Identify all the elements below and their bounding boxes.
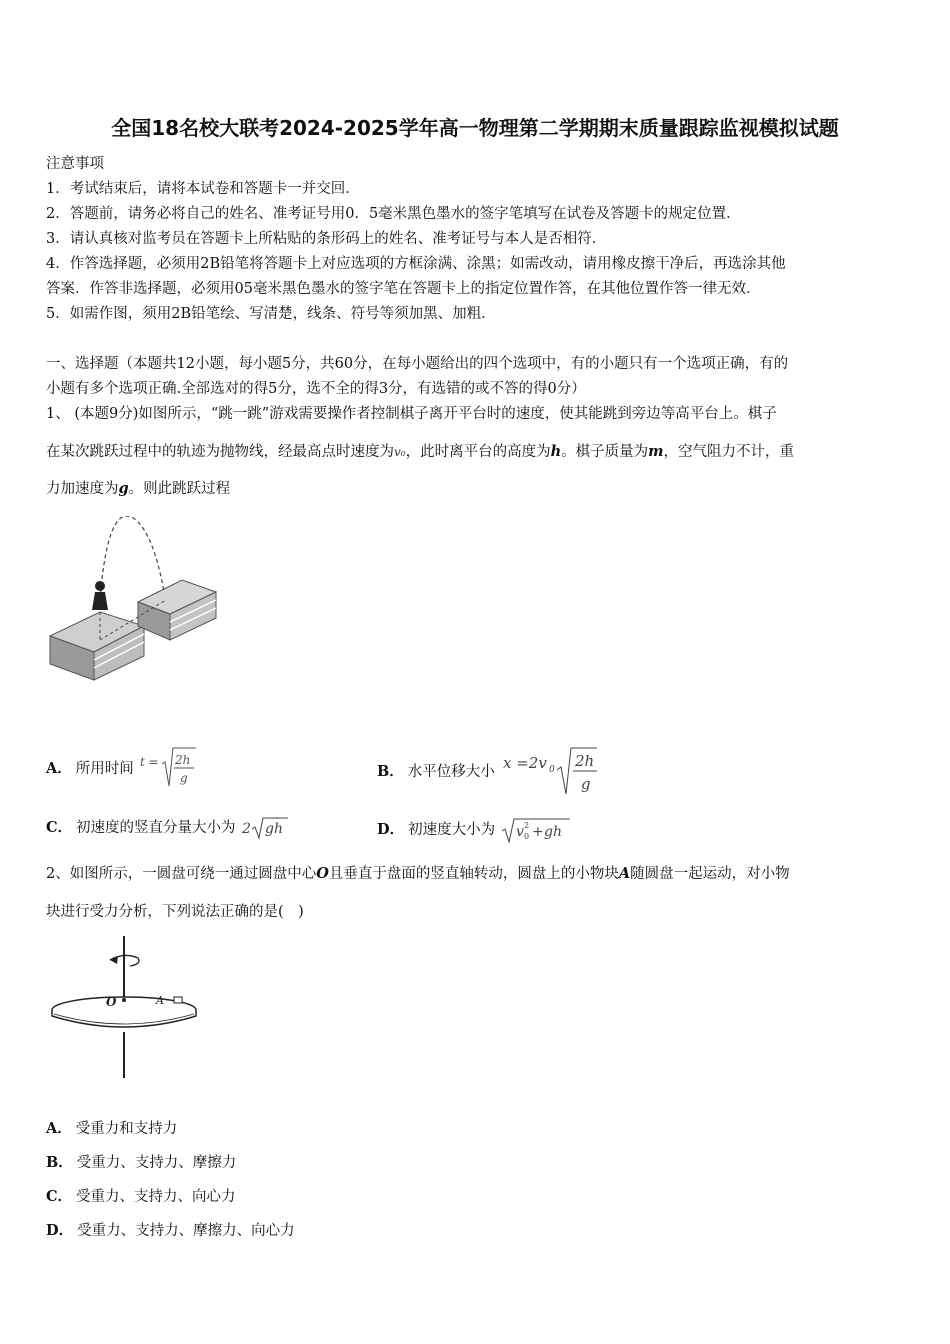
- notice-item: 3．请认真核对监考员在答题卡上所粘贴的条形码上的姓名、准考证号与本人是否相符．: [46, 231, 607, 247]
- q2-text: 且垂直于盘面的竖直轴转动，圆盘上的小物块: [328, 866, 619, 882]
- formula-c: [240, 816, 290, 840]
- option-label: C．: [46, 819, 73, 836]
- option-text: 受重力和支持力: [75, 1121, 178, 1137]
- svg-text:0: 0: [549, 765, 556, 775]
- svg-text:+: +: [531, 824, 544, 840]
- svg-text:x =2v: x =2v: [503, 754, 548, 772]
- option-text: 初速度大小为: [408, 822, 496, 838]
- option-label: D．: [46, 1222, 74, 1239]
- notice-item: 4．作答选择题，必须用2B铅笔将答题卡上对应选项的方框涂满、涂黑；如需改动，请用橡皮擦干净后，再选涂其他: [46, 256, 786, 272]
- q2-stem-line: 块进行受力分析，下列说法正确的是( ): [46, 904, 304, 920]
- q1-text: 力加速度为: [46, 481, 119, 497]
- q1-text: ，空气阻力不计，重: [663, 444, 794, 460]
- option-label: A．: [46, 1120, 72, 1137]
- q1-stem-line: [46, 440, 794, 461]
- q1-v0: v₀: [394, 445, 406, 459]
- svg-text:g: g: [581, 775, 591, 793]
- svg-text:gh: gh: [265, 821, 284, 837]
- q2-text: 2、如图所示，一圆盘可绕一通过圆盘中心: [46, 866, 317, 882]
- section-instructions: 小题有多个选项正确.全部选对的得5分，选不全的得3分，有选错的或不答的得0分）: [46, 381, 586, 397]
- svg-text:2: 2: [523, 821, 529, 830]
- q1-text: 在某次跳跃过程中的轨迹为抛物线，经最高点时速度为: [46, 444, 394, 460]
- q1-stem-line: 1、 (本题9分)如图所示，“跳一跳”游戏需要操作者控制棋子离开平台时的速度，使其能跳到旁边等高平台上。棋子: [46, 406, 777, 422]
- option-label: C．: [46, 1188, 73, 1205]
- svg-text:2: 2: [242, 821, 252, 837]
- option-text: 所用时间: [75, 761, 134, 777]
- q1-g: g: [118, 480, 129, 497]
- q1-option-d[interactable]: [377, 816, 572, 844]
- svg-text:2h: 2h: [175, 753, 191, 767]
- q2-stem-line: [46, 862, 790, 883]
- notice-item: 1．考试结束后，请将本试卷和答题卡一并交回．: [46, 181, 360, 197]
- q2-option-c[interactable]: [46, 1185, 236, 1206]
- svg-text:2h: 2h: [575, 752, 595, 770]
- figure-label-o: O: [106, 995, 117, 1009]
- q2-o: O: [316, 865, 329, 882]
- q1-m: m: [648, 443, 664, 460]
- option-text: 初速度的竖直分量大小为: [76, 820, 236, 836]
- formula-a: [140, 744, 200, 794]
- option-label: B．: [46, 1154, 73, 1171]
- q1-option-a[interactable]: [46, 744, 200, 794]
- option-text: 受重力、支持力、摩擦力: [76, 1155, 237, 1171]
- notice-item: 5．如需作图，须用2B铅笔绘、写清楚，线条、符号等须加黑、加粗．: [46, 306, 496, 322]
- formula-b: [501, 744, 601, 800]
- svg-text:0: 0: [523, 832, 529, 841]
- q2-option-d[interactable]: [46, 1219, 295, 1240]
- jump-game-figure: [46, 516, 226, 690]
- option-text: 受重力、支持力、向心力: [76, 1189, 236, 1205]
- notice-item: 2．答题前，请务必将自己的姓名、准考证号用0．5毫米黑色墨水的签字笔填写在试卷及答题卡的规定位置．: [46, 206, 741, 222]
- option-label: D．: [377, 821, 405, 838]
- q1-text: 。棋子质量为: [561, 444, 649, 460]
- option-text: 受重力、支持力、摩擦力、向心力: [77, 1223, 295, 1239]
- q2-a: A: [618, 865, 631, 882]
- svg-text:v: v: [515, 824, 524, 840]
- page-title: 全国18名校大联考2024-2025学年高一物理第二学期期末质量跟踪监视模拟试题: [111, 116, 839, 140]
- option-label: B．: [377, 763, 404, 780]
- q1-option-b[interactable]: [377, 744, 601, 800]
- rotating-disk-figure: [46, 934, 216, 1080]
- svg-text:gh: gh: [543, 824, 562, 840]
- figure-label-a: A: [156, 994, 164, 1007]
- q2-option-a[interactable]: [46, 1117, 177, 1138]
- formula-d: [500, 816, 572, 844]
- q2-text: 随圆盘一起运动，对小物: [630, 866, 790, 882]
- q2-option-b[interactable]: [46, 1151, 236, 1172]
- notice-heading: 注意事项: [46, 156, 104, 172]
- option-text: 水平位移大小: [407, 764, 495, 780]
- option-label: A．: [46, 760, 72, 777]
- section-instructions: 一、选择题（本题共12小题，每小题5分，共60分，在每小题给出的四个选项中，有的小题只有一个选项正确，有的: [46, 356, 789, 372]
- q1-text: 。则此跳跃过程: [128, 481, 231, 497]
- q1-text: ，此时离平台的高度为: [405, 444, 551, 460]
- svg-text:t =: t =: [140, 755, 160, 769]
- notice-item: 答案．作答非选择题，必须用05毫米黑色墨水的签字笔在答题卡上的指定位置作答，在其他位置作答一律无效．: [46, 281, 761, 297]
- svg-text:g: g: [180, 771, 189, 785]
- q1-h: h: [550, 443, 562, 460]
- q1-option-c[interactable]: [46, 816, 290, 840]
- q1-stem-line: [46, 477, 230, 498]
